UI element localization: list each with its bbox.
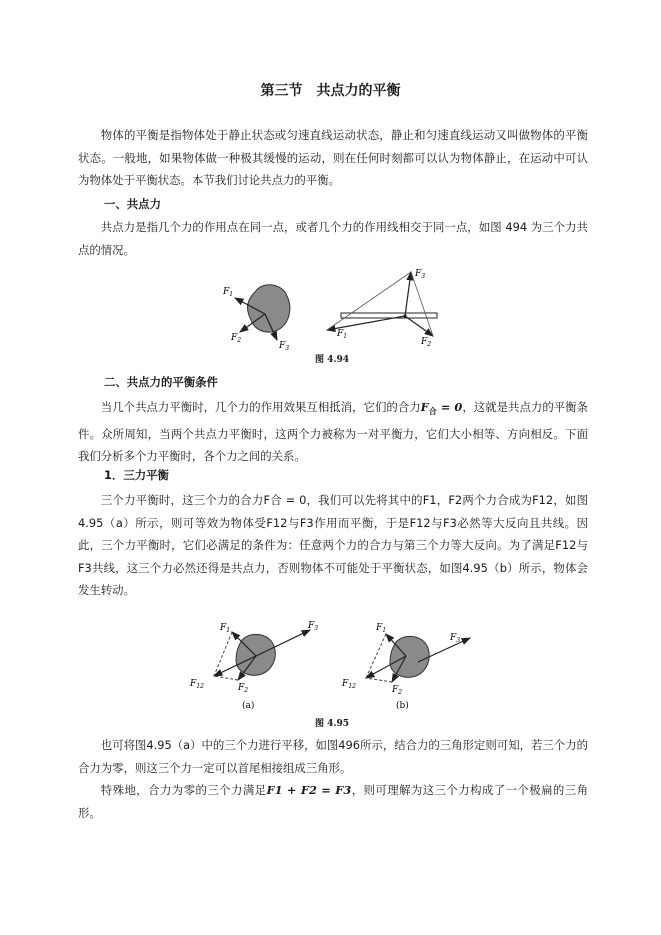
section2-paragraph: 当几个共点力平衡时，几个力的作用效果互相抵消，它们的合力$F_合 = 0$，这就是共点力的平衡条件。众所周知，当两个共点力平衡时，这两个力被称为一对平衡力，它们大小相等、方向相反。下面我们分析多个力平衡时，各个力之间的关系。: [78, 400, 588, 463]
svg-text:F1: $F_1$: [220, 623, 231, 634]
section2-heading: 二、共点力的平衡条件: [104, 375, 218, 389]
svg-text:F12: $F_{12}$: [190, 679, 204, 690]
subfig-a-label: (a): [242, 701, 255, 711]
sub1-heading: 1．三力平衡: [104, 468, 169, 482]
intro-paragraph: 物体的平衡是指物体处于静止状态或匀速直线运动状态，静止和匀速直线运动又叫做物体的平衡状态。一般地，如果物体做一种极其缓慢的运动，则在任何时刻都可以认为物体静止，在运动中可认为物体处于平衡状态。本节我们讨论共点力的平衡。: [78, 128, 588, 187]
beam-rod: [341, 313, 437, 318]
subfig-b-label: (b): [396, 701, 409, 711]
final-paragraph: 特殊地，合力为零的三个力满足F1 + F2 = F3，则可理解为这三个力构成了一个极扁的三角形。: [78, 783, 588, 820]
svg-text:F3: $F_3$: [415, 269, 426, 280]
label-f1: $F_1$: [223, 287, 234, 298]
svg-text:F1: $F_1$: [376, 623, 387, 634]
section1-paragraph: 共点力是指几个力的作用点在同一点，或者几个力的作用线相交于同一点，如图 494 为三个力共点的情况。: [78, 220, 588, 257]
figure-4-94: [215, 262, 455, 362]
svg-text:F2: $F_2$: [392, 685, 403, 696]
figure-4-94-caption: 图 4.94: [315, 355, 350, 365]
section1-heading: 一、共点力: [104, 197, 161, 211]
svg-text:F2: $F_2$: [421, 337, 432, 348]
paragraph-after-fig95: 也可将图4.95（a）中的三个力进行平移，如图496所示，结合力的三角形定则可知，若三个力的合力为零，则这三个力一定可以首尾相接组成三角形。: [78, 738, 588, 775]
figure-4-95-caption: 图 4.95: [315, 719, 350, 729]
svg-text:F3: $F_3$: [450, 633, 461, 644]
svg-text:F12: $F_{12}$: [342, 679, 356, 690]
svg-text:F3: $F_3$: [308, 621, 319, 632]
figure-4-95: [180, 618, 480, 713]
page-title: 第三节 共点力的平衡: [260, 83, 401, 99]
svg-text:F1: $F_1$: [337, 329, 348, 340]
label-f2: $F_2$: [231, 333, 242, 344]
svg-text:F2: $F_2$: [238, 683, 249, 694]
sub1-paragraph: 三个力平衡时，这三个力的合力F合 = 0，我们可以先将其中的F1，F2两个力合成为F12，如图4.95（a）所示，则可等效为物体受F12与F3作用而平衡，于是F12与F3必然等大反向且共线。因此，三个力平衡时，它们必满足的条件为：任意两个力的合力与第三个力等大反向。为了满足F12与F3共线，这三个力必然还得是共点力，否则物体不可能处于平衡状态，如图4.95（b）所示，物体会发生转动。: [78, 493, 588, 597]
label-f3: $F_3$: [279, 341, 290, 352]
